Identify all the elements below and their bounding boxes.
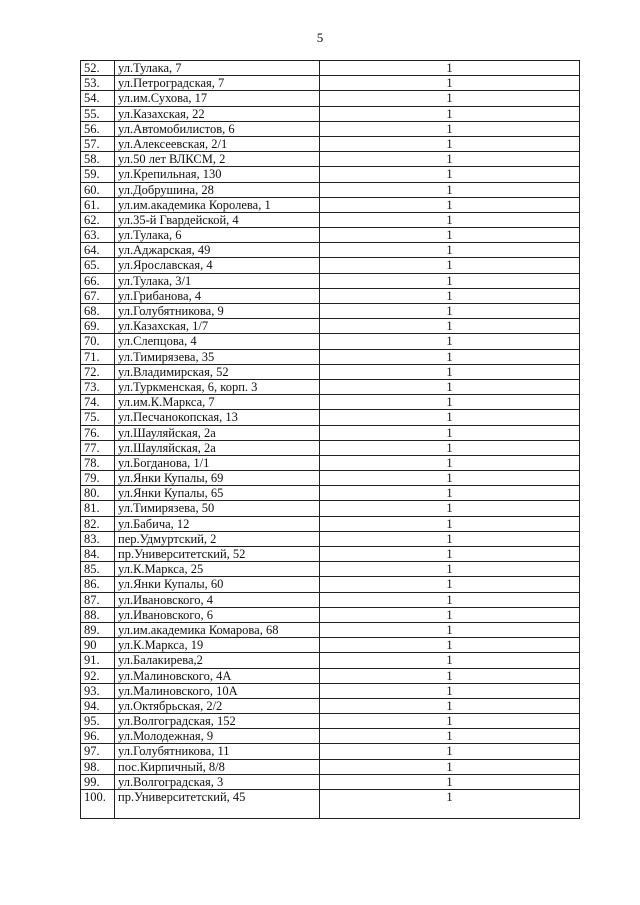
row-address: ул.Песчанокопская, 13 [115, 410, 320, 425]
row-number: 65. [81, 258, 115, 273]
row-address: ул.Балакирева,2 [115, 653, 320, 668]
table-row [81, 395, 580, 410]
row-quantity: 1 [320, 592, 580, 607]
row-quantity: 1 [320, 562, 580, 577]
row-number: 80. [81, 486, 115, 501]
row-quantity: 1 [320, 182, 580, 197]
row-quantity: 1 [320, 683, 580, 698]
row-number: 93. [81, 683, 115, 698]
table-row [81, 547, 580, 562]
row-number: 78. [81, 455, 115, 470]
table-row [81, 440, 580, 455]
table-row [81, 152, 580, 167]
row-quantity: 1 [320, 729, 580, 744]
row-address: ул.Шауляйская, 2а [115, 440, 320, 455]
table-row [81, 501, 580, 516]
row-number: 54. [81, 91, 115, 106]
row-number: 99. [81, 774, 115, 789]
row-number: 88. [81, 607, 115, 622]
row-number: 79. [81, 471, 115, 486]
row-quantity: 1 [320, 410, 580, 425]
row-number: 97. [81, 744, 115, 759]
page-number: 5 [316, 30, 324, 45]
row-address: ул.Тимирязева, 50 [115, 501, 320, 516]
row-number: 95. [81, 714, 115, 729]
row-address: ул.Казахская, 22 [115, 106, 320, 121]
row-address: пос.Кирпичный, 8/8 [115, 759, 320, 774]
row-quantity: 1 [320, 228, 580, 243]
row-number: 91. [81, 653, 115, 668]
row-address: ул.Янки Купалы, 60 [115, 577, 320, 592]
row-number: 61. [81, 197, 115, 212]
row-quantity: 1 [320, 106, 580, 121]
row-number: 57. [81, 136, 115, 151]
row-address: ул.Тимирязева, 35 [115, 349, 320, 364]
table-row [81, 197, 580, 212]
row-number: 58. [81, 152, 115, 167]
row-quantity: 1 [320, 304, 580, 319]
row-quantity: 1 [320, 547, 580, 562]
row-quantity: 1 [320, 790, 580, 819]
row-number: 70. [81, 334, 115, 349]
table-row [81, 258, 580, 273]
row-address: ул.Октябрьская, 2/2 [115, 698, 320, 713]
table-row [81, 744, 580, 759]
table-row [81, 304, 580, 319]
table-row [81, 577, 580, 592]
row-number: 63. [81, 228, 115, 243]
row-address: ул.им.академика Комарова, 68 [115, 622, 320, 637]
row-address: ул.Голубятникова, 9 [115, 304, 320, 319]
table-row [81, 228, 580, 243]
row-address: ул.Алексеевская, 2/1 [115, 136, 320, 151]
row-quantity: 1 [320, 501, 580, 516]
row-quantity: 1 [320, 714, 580, 729]
row-address: пр.Университетский, 45 [115, 790, 320, 819]
table-row [81, 349, 580, 364]
row-number: 85. [81, 562, 115, 577]
row-address: ул.Малиновского, 4А [115, 668, 320, 683]
row-address: ул.Добрушина, 28 [115, 182, 320, 197]
table-row [81, 167, 580, 182]
row-quantity: 1 [320, 698, 580, 713]
row-number: 67. [81, 288, 115, 303]
row-address: ул.Слепцова, 4 [115, 334, 320, 349]
table-row [81, 774, 580, 789]
table-row [81, 288, 580, 303]
row-quantity: 1 [320, 516, 580, 531]
row-address: ул.Тулака, 3/1 [115, 273, 320, 288]
table-row [81, 622, 580, 637]
table-row [81, 562, 580, 577]
row-quantity: 1 [320, 638, 580, 653]
row-quantity: 1 [320, 744, 580, 759]
row-address: ул.Крепильная, 130 [115, 167, 320, 182]
row-quantity: 1 [320, 61, 580, 76]
table-row [81, 638, 580, 653]
table-row [81, 425, 580, 440]
row-quantity: 1 [320, 197, 580, 212]
table-row [81, 607, 580, 622]
row-number: 86. [81, 577, 115, 592]
table-row [81, 121, 580, 136]
row-quantity: 1 [320, 759, 580, 774]
table-row [81, 106, 580, 121]
row-number: 77. [81, 440, 115, 455]
table-row [81, 410, 580, 425]
row-address: ул.Ярославская, 4 [115, 258, 320, 273]
row-quantity: 1 [320, 91, 580, 106]
table-row [81, 455, 580, 470]
table-row [81, 364, 580, 379]
row-address: ул.К.Маркса, 25 [115, 562, 320, 577]
row-number: 52. [81, 61, 115, 76]
table-row [81, 759, 580, 774]
table-row [81, 76, 580, 91]
row-address: ул.Туркменская, 6, корп. 3 [115, 379, 320, 394]
row-address: ул.Бабича, 12 [115, 516, 320, 531]
row-quantity: 1 [320, 364, 580, 379]
table-row [81, 212, 580, 227]
row-quantity: 1 [320, 622, 580, 637]
row-quantity: 1 [320, 531, 580, 546]
row-number: 66. [81, 273, 115, 288]
row-quantity: 1 [320, 167, 580, 182]
row-quantity: 1 [320, 425, 580, 440]
table-row [81, 653, 580, 668]
row-address: ул.Волгоградская, 152 [115, 714, 320, 729]
row-address: ул.Автомобилистов, 6 [115, 121, 320, 136]
row-quantity: 1 [320, 774, 580, 789]
row-quantity: 1 [320, 243, 580, 258]
address-table [80, 60, 580, 819]
row-address: ул.Ивановского, 6 [115, 607, 320, 622]
address-table-body [81, 61, 580, 819]
table-row [81, 592, 580, 607]
row-quantity: 1 [320, 440, 580, 455]
row-quantity: 1 [320, 136, 580, 151]
table-row [81, 698, 580, 713]
table-row [81, 714, 580, 729]
row-address: ул.Волгоградская, 3 [115, 774, 320, 789]
row-number: 68. [81, 304, 115, 319]
row-address: ул.Янки Купалы, 69 [115, 471, 320, 486]
table-row [81, 729, 580, 744]
row-number: 73. [81, 379, 115, 394]
row-quantity: 1 [320, 319, 580, 334]
table-row [81, 379, 580, 394]
row-number: 89. [81, 622, 115, 637]
row-number: 72. [81, 364, 115, 379]
row-number: 98. [81, 759, 115, 774]
row-number: 83. [81, 531, 115, 546]
table-row [81, 136, 580, 151]
row-quantity: 1 [320, 258, 580, 273]
table-row [81, 486, 580, 501]
table-row [81, 668, 580, 683]
row-quantity: 1 [320, 288, 580, 303]
row-number: 87. [81, 592, 115, 607]
row-quantity: 1 [320, 121, 580, 136]
row-quantity: 1 [320, 577, 580, 592]
row-address: ул.им.академика Королева, 1 [115, 197, 320, 212]
row-quantity: 1 [320, 273, 580, 288]
row-address: ул.Янки Купалы, 65 [115, 486, 320, 501]
row-address: ул.35-й Гвардейской, 4 [115, 212, 320, 227]
row-address: ул.Петроградская, 7 [115, 76, 320, 91]
row-number: 84. [81, 547, 115, 562]
row-address: ул.Малиновского, 10А [115, 683, 320, 698]
row-number: 53. [81, 76, 115, 91]
row-address: ул.Молодежная, 9 [115, 729, 320, 744]
row-number: 56. [81, 121, 115, 136]
table-row [81, 334, 580, 349]
row-number: 55. [81, 106, 115, 121]
row-quantity: 1 [320, 395, 580, 410]
row-quantity: 1 [320, 152, 580, 167]
row-number: 81. [81, 501, 115, 516]
table-row [81, 683, 580, 698]
row-number: 76. [81, 425, 115, 440]
row-number: 92. [81, 668, 115, 683]
row-address: пр.Университетский, 52 [115, 547, 320, 562]
row-address: ул.Аджарская, 49 [115, 243, 320, 258]
row-address: ул.Владимирская, 52 [115, 364, 320, 379]
row-address: ул.К.Маркса, 19 [115, 638, 320, 653]
row-quantity: 1 [320, 607, 580, 622]
row-address: ул.50 лет ВЛКСМ, 2 [115, 152, 320, 167]
row-number: 100. [81, 790, 115, 819]
row-address: ул.Ивановского, 4 [115, 592, 320, 607]
table-row [81, 243, 580, 258]
row-quantity: 1 [320, 668, 580, 683]
row-address: ул.Грибанова, 4 [115, 288, 320, 303]
row-address: ул.Шауляйская, 2а [115, 425, 320, 440]
row-number: 96. [81, 729, 115, 744]
table-row [81, 531, 580, 546]
row-number: 74. [81, 395, 115, 410]
table-row [81, 61, 580, 76]
row-number: 69. [81, 319, 115, 334]
row-address: ул.Тулака, 7 [115, 61, 320, 76]
table-row [81, 471, 580, 486]
table-row [81, 182, 580, 197]
row-number: 62. [81, 212, 115, 227]
row-number: 59. [81, 167, 115, 182]
row-number: 75. [81, 410, 115, 425]
row-quantity: 1 [320, 653, 580, 668]
row-quantity: 1 [320, 349, 580, 364]
row-quantity: 1 [320, 455, 580, 470]
table-row [81, 516, 580, 531]
table-row [81, 319, 580, 334]
row-number: 60. [81, 182, 115, 197]
row-address: пер.Удмуртский, 2 [115, 531, 320, 546]
row-quantity: 1 [320, 471, 580, 486]
row-address: ул.им.К.Маркса, 7 [115, 395, 320, 410]
row-quantity: 1 [320, 334, 580, 349]
table-row [81, 273, 580, 288]
row-number: 94. [81, 698, 115, 713]
row-number: 82. [81, 516, 115, 531]
row-number: 90 [81, 638, 115, 653]
row-quantity: 1 [320, 212, 580, 227]
row-number: 64. [81, 243, 115, 258]
row-address: ул.Голубятникова, 11 [115, 744, 320, 759]
row-address: ул.Богданова, 1/1 [115, 455, 320, 470]
row-address: ул.им.Сухова, 17 [115, 91, 320, 106]
row-quantity: 1 [320, 486, 580, 501]
row-address: ул.Тулака, 6 [115, 228, 320, 243]
table-row [81, 91, 580, 106]
row-address: ул.Казахская, 1/7 [115, 319, 320, 334]
row-quantity: 1 [320, 76, 580, 91]
table-row [81, 790, 580, 819]
row-quantity: 1 [320, 379, 580, 394]
row-number: 71. [81, 349, 115, 364]
